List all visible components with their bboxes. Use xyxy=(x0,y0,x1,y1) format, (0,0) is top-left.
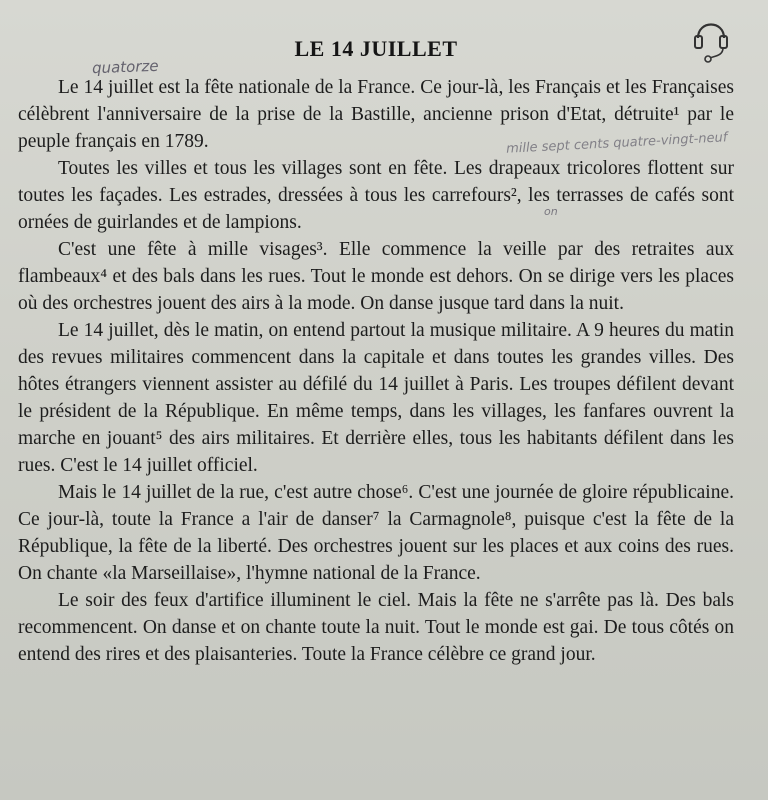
paragraph-text: Toutes les villes et tous les villages sont en fête. Les drapeaux tricolores flottent sur toutes les façades. Les estrades, dressées à tous les carrefours², les terrasses de cafés sont ornées de guirlandes et de lampions. xyxy=(18,158,734,233)
paragraph xyxy=(18,317,734,479)
page-title: LE 14 JUILLET xyxy=(294,36,458,61)
paragraph-text: Mais le 14 juillet de la rue, c'est autre chose⁶. C'est une journée de gloire républicaine. Ce jour-là, toute la France a l'air de danser⁷ la Carmagnole⁸, puisque c'est la fête de la République, la fête de la liberté. Des orchestres jouent sur les places et aux coins des rues. On chante «la Marseillaise», l'hymne national de la France. xyxy=(18,482,734,584)
paragraph-text: C'est une fête à mille visages³. Elle commence la veille par des retraites aux flambeaux⁴ et des bals dans les rues. Tout le monde est dehors. On se dirige vers les places où des orchestres jouent des airs à la mode. On danse jusque tard dans la nuit. xyxy=(18,239,734,314)
paragraph-text: Le soir des feux d'artifice illuminent le ciel. Mais la fête ne s'arrête pas là. Des bals recommencent. On danse et on chante toute la nuit. Tout le monde est gai. De tous côtés on entend des rires et des plaisanteries. Toute la France célèbre ce grand jour. xyxy=(18,590,734,665)
handwritten-note: mille sept cents quatre-vingt-neuf xyxy=(505,130,728,157)
paragraph xyxy=(18,236,734,317)
paragraph-text: Le 14 juillet, dès le matin, on entend partout la musique militaire. A 9 heures du matin des revues militaires commencent dans la capitale et dans toutes les grandes villes. Des hôtes étrangers viennent assister au défilé du 14 juillet à Paris. Les troupes défilent devant le président de la République. En même temps, dans les villages, les fanfares ouvrent la marche en jouant⁵ des airs militaires. Et derrière elles, tous les habitants défilent dans les rues. C'est le 14 juillet officiel. xyxy=(18,320,734,476)
handwritten-note: on xyxy=(544,205,558,218)
paragraph xyxy=(18,587,734,668)
headphones-icon xyxy=(692,12,730,64)
paragraph xyxy=(18,155,734,236)
paragraph-text: Le 14 juillet est la fête nationale de la France. Ce jour-là, les Français et les Françaises célèbrent l'anniversaire de la prise de la Bastille, ancienne prison d'Etat, détruite¹ par le peuple français en 1789. xyxy=(18,77,734,152)
paragraph xyxy=(18,479,734,587)
handwritten-note: quatorze xyxy=(91,56,159,78)
